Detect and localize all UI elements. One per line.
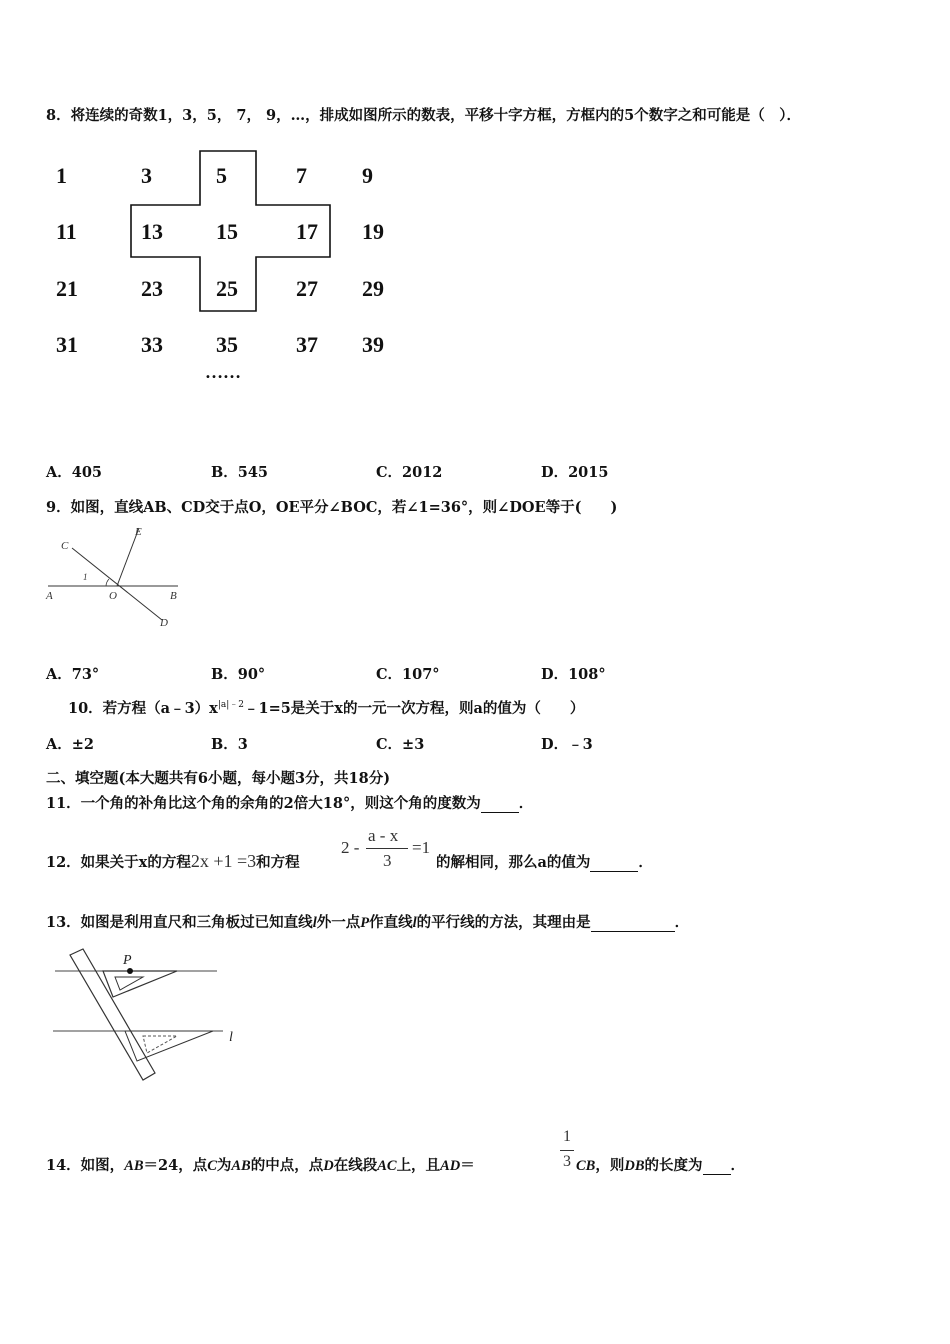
q12-stem-tail	[436, 851, 653, 872]
q13-end: ．	[674, 914, 690, 931]
q14-then: ，则	[595, 1157, 625, 1174]
q13-text-d: 的平行线的方法，其理由是	[416, 914, 591, 931]
option-c[interactable]: C．107°	[376, 666, 440, 683]
grid-cell: 23	[141, 276, 163, 301]
q14-answer-blank[interactable]	[703, 1157, 731, 1175]
option-a[interactable]: A．405	[46, 464, 103, 481]
q10-stem-part-a: 10．若方程（a﹣3）x	[68, 700, 218, 717]
label-o: O	[109, 590, 117, 602]
grid-cell: 7	[296, 163, 307, 188]
q13-var-l: l	[312, 915, 317, 931]
q11-stem	[46, 792, 533, 813]
q9-angle-figure	[40, 522, 200, 632]
q14-seg-cb: CB	[576, 1158, 596, 1174]
q12-end: ．	[638, 854, 653, 871]
grid-cell: 31	[56, 332, 78, 357]
option-b[interactable]: B．3	[211, 736, 248, 753]
q14-stem	[46, 1154, 475, 1175]
label-c: C	[61, 540, 69, 552]
grid-ellipsis: ……	[205, 362, 241, 382]
eq2-left: 2 -	[341, 838, 360, 857]
eq2-right: =1	[412, 838, 431, 857]
q14-seg-ac: AC	[377, 1158, 397, 1174]
label-d: D	[160, 617, 168, 629]
eq2-fraction-bar	[366, 848, 408, 849]
q11-answer-blank[interactable]	[481, 795, 519, 813]
eq2-numerator: a - x	[368, 826, 399, 845]
label-a: A	[46, 590, 53, 602]
q10-exponent: |a|﹣2	[217, 700, 244, 711]
q14-seg-ad: AD	[440, 1158, 461, 1174]
q13-answer-blank[interactable]	[591, 914, 675, 932]
q12-text-a: 12．如果关于x的方程	[46, 854, 191, 871]
grid-cell: 13	[141, 219, 163, 244]
q11-end: ．	[518, 795, 534, 812]
q10-stem-part-b: ﹣1=5是关于x的一元一次方程，则a的值为（ ）	[243, 700, 585, 717]
grid-cell: 17	[296, 219, 318, 244]
grid-cell: 19	[362, 219, 384, 244]
q11-text: 11．一个角的补角比这个角的余角的2倍大18°，则这个角的度数为	[46, 795, 481, 812]
grid-cell: 39	[362, 332, 384, 357]
q14-frac-bar	[560, 1150, 574, 1151]
q12-stem	[46, 851, 300, 872]
q13-var-p: P	[360, 915, 370, 931]
q9-stem: 9．如图，直线AB、CD交于点O，OE平分∠BOC，若∠1=36°，则∠DOE等于( )	[46, 499, 618, 516]
option-b[interactable]: B．90°	[211, 666, 266, 683]
q14-eq24: ＝24，点	[143, 1157, 208, 1174]
label-e: E	[135, 526, 142, 538]
q14-tail: 的长度为	[644, 1157, 703, 1174]
option-a[interactable]: A．73°	[46, 666, 100, 683]
q12-answer-blank[interactable]	[590, 854, 638, 872]
q14-end: ．	[730, 1157, 745, 1174]
q14-seg-db: DB	[624, 1158, 645, 1174]
q14-seg-ab-2: AB	[231, 1158, 251, 1174]
grid-cell: 11	[56, 219, 77, 244]
q14-eq: ＝	[460, 1157, 475, 1174]
q13-text-b: 外一点	[316, 914, 361, 931]
q12-text-b: 和方程	[256, 854, 300, 871]
option-d[interactable]: D．2015	[541, 464, 609, 481]
section-2-heading: 二、填空题(本大题共有6小题，每小题3分，共18分)	[46, 770, 391, 787]
option-d[interactable]: D．﹣3	[541, 736, 593, 753]
grid-cell: 15	[216, 219, 238, 244]
q13-stem	[46, 911, 689, 932]
grid-cell: 9	[362, 163, 373, 188]
q14-pt-c: C	[207, 1158, 217, 1174]
q14-text-a: 14．如图，	[46, 1157, 125, 1174]
grid-cell: 25	[216, 276, 238, 301]
label-b: B	[170, 590, 177, 602]
grid-cell: 29	[362, 276, 384, 301]
grid-cell: 35	[216, 332, 238, 357]
option-c[interactable]: C．2012	[376, 464, 443, 481]
q12-equation-1: 2x +1 =3	[190, 851, 257, 871]
q14-mid: 为	[216, 1157, 232, 1174]
q8-stem: 8．将连续的奇数1，3，5， 7， 9，…，排成如图所示的数表，平移十字方框，方框内的5个数字之和可能是（ ）．	[46, 107, 801, 124]
grid-cell: 27	[296, 276, 318, 301]
q14-and: 上，且	[396, 1157, 441, 1174]
q14-seg-ab: AB	[124, 1158, 144, 1174]
grid-cell: 21	[56, 276, 78, 301]
label-p: P	[123, 953, 132, 968]
q14-stem-tail	[576, 1154, 745, 1175]
q14-pt-d: D	[323, 1158, 334, 1174]
option-d[interactable]: D．108°	[541, 666, 606, 683]
grid-cell: 33	[141, 332, 163, 357]
q10-stem	[68, 697, 584, 718]
q13-text-a: 13．如图是利用直尺和三角板过已知直线	[46, 914, 313, 931]
option-b[interactable]: B．545	[211, 464, 269, 481]
label-l: l	[229, 1030, 233, 1045]
label-angle-1: 1	[83, 572, 88, 582]
q12-text-c: 的解相同，那么a的值为	[436, 854, 591, 871]
q14-mid2: 的中点，点	[250, 1157, 324, 1174]
option-c[interactable]: C．±3	[376, 736, 425, 753]
q13-text-c: 作直线	[369, 914, 413, 931]
q14-frac-den: 3	[563, 1153, 571, 1170]
grid-cell: 5	[216, 163, 227, 188]
q14-on: 在线段	[333, 1157, 378, 1174]
grid-cell: 37	[296, 332, 318, 357]
grid-cell: 3	[141, 163, 152, 188]
q14-frac-num: 1	[563, 1128, 571, 1145]
option-a[interactable]: A．±2	[46, 736, 94, 753]
grid-cell: 1	[56, 163, 67, 188]
q13-ruler-figure	[45, 945, 255, 1085]
q13-var-l-2: l	[412, 915, 417, 931]
eq2-denominator: 3	[383, 851, 392, 870]
